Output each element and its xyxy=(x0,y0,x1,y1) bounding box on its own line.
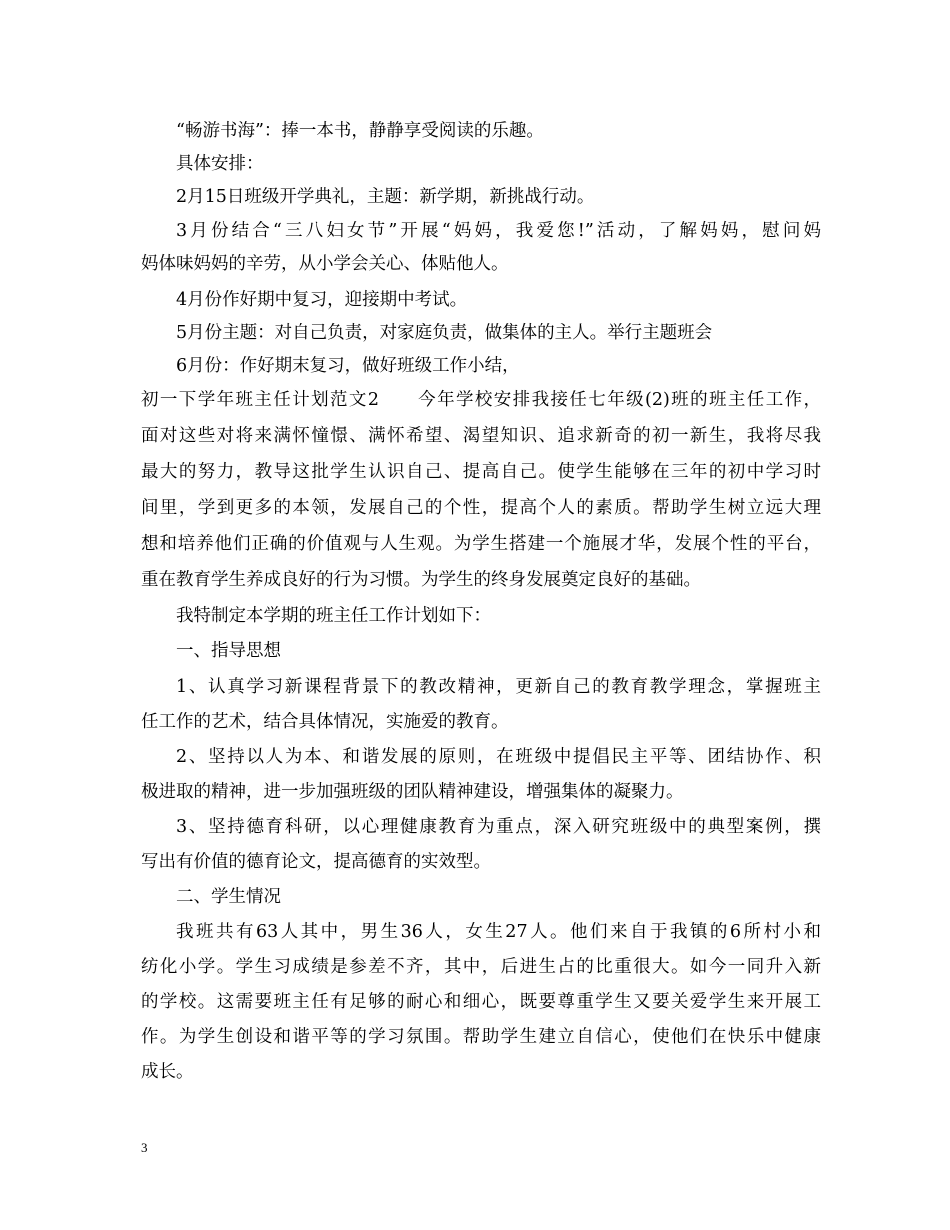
text-line: 写出有价值的德育论文，提高德育的实效型。 xyxy=(141,852,491,872)
text-line: 纺化小学。学生习成绩是参差不齐，其中，后进生占的比重很大。如今一同升入新 xyxy=(141,957,821,977)
text-line: 面对这些对将来满怀憧憬、满怀希望、渴望知识、追求新奇的初一新生，我将尽我 xyxy=(141,426,821,446)
text-line: 4月份作好期中复习，迎接期中考试。 xyxy=(176,290,468,310)
text-line: 具体安排： xyxy=(176,154,264,174)
text-line: 极进取的精神，进一步加强班级的团队精神建设，增强集体的凝聚力。 xyxy=(141,782,684,802)
section-heading: 一、指导思想 xyxy=(176,641,281,661)
text-line: 的学校。这需要班主任有足够的耐心和细心，既要尊重学生又要关爱学生来开展工 xyxy=(141,992,821,1012)
text-line: 重在教育学生养成良好的行为习惯。为学生的终身发展奠定良好的基础。 xyxy=(141,570,701,590)
text-line: 1、认真学习新课程背景下的教改精神，更新自己的教育教学理念，掌握班主 xyxy=(176,677,821,697)
text-line: 6月份：作好期末复习，做好班级工作小结， xyxy=(176,356,520,376)
text-line: 成长。 xyxy=(141,1062,194,1082)
text-line: 作。为学生创设和谐平等的学习氛围。帮助学生建立自信心，使他们在快乐中健康 xyxy=(141,1027,821,1047)
text-line: 想和培养他们正确的价值观与人生观。为学生搭建一个施展才华，发展个性的平台， xyxy=(141,534,821,554)
section-heading: 二、学生情况 xyxy=(176,887,281,907)
text-line: 3、坚持德育科研，以心理健康教育为重点，深入研究班级中的典型案例，撰 xyxy=(176,817,821,837)
text-line: “畅游书海”：捧一本书，静静享受阅读的乐趣。 xyxy=(176,121,544,141)
text-line: 2月15日班级开学典礼，主题：新学期，新挑战行动。 xyxy=(176,187,595,207)
text-line: 妈体味妈妈的辛劳，从小学会关心、体贴他人。 xyxy=(141,254,509,274)
page-number: 3 xyxy=(141,1140,148,1155)
text-line: 任工作的艺术，结合具体情况，实施爱的教育。 xyxy=(141,712,509,732)
text-line: 2、坚持以人为本、和谐发展的原则，在班级中提倡民主平等、团结协作、积 xyxy=(176,747,821,767)
text-line: 初一下学年班主任计划范文2 今年学校安排我接任七年级(2)班的班主任工作， xyxy=(141,390,821,410)
text-line: 间里，学到更多的本领，发展自己的个性，提高个人的素质。帮助学生树立远大理 xyxy=(141,498,821,518)
text-line: 最大的努力，教导这批学生认识自己、提高自己。使学生能够在三年的初中学习时 xyxy=(141,462,821,482)
text-line: 3月份结合“三八妇女节”开展“妈妈，我爱您!”活动，了解妈妈，慰问妈 xyxy=(176,221,821,241)
text-line: 5月份主题：对自己负责，对家庭负责，做集体的主人。举行主题班会 xyxy=(176,323,713,343)
text-line: 我班共有63人其中，男生36人，女生27人。他们来自于我镇的6所村小和 xyxy=(176,922,821,942)
text-line: 我特制定本学期的班主任工作计划如下： xyxy=(176,606,491,626)
